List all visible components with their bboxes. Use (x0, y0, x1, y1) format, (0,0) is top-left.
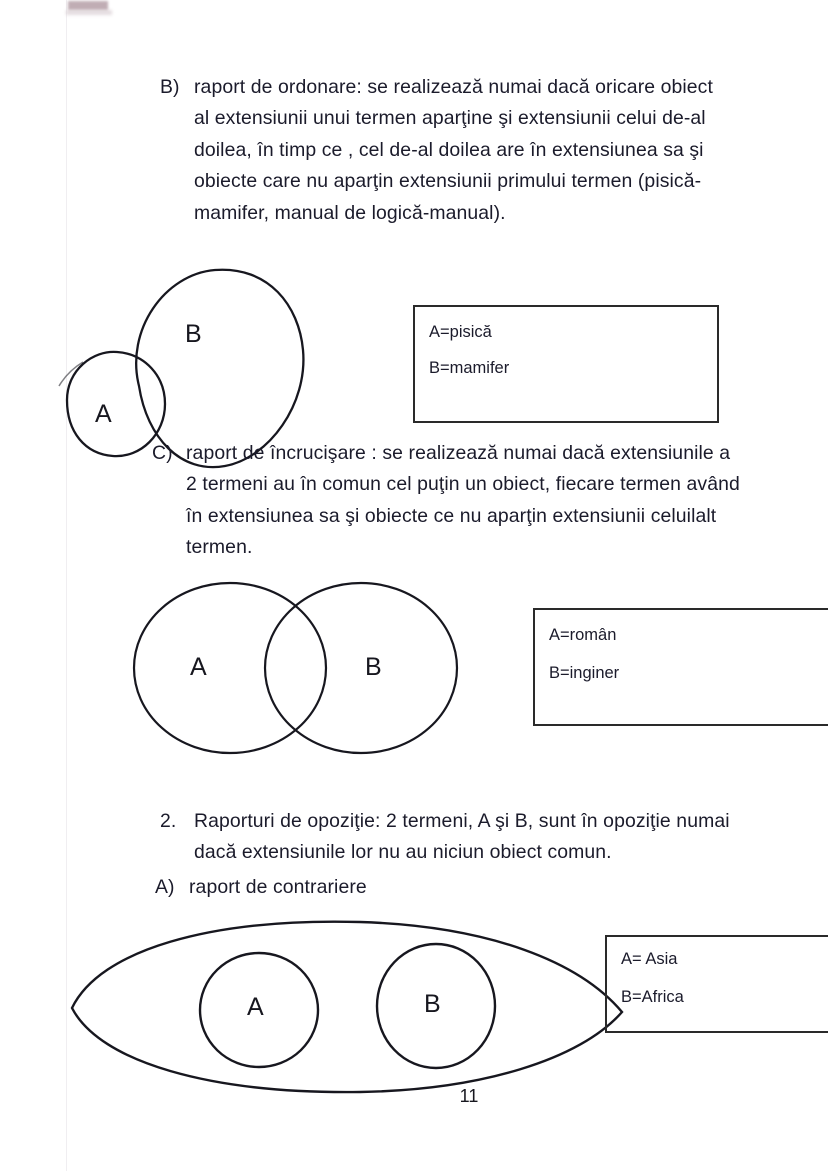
contrariety-label-b: B (424, 990, 441, 1018)
contrariety-diagram (60, 920, 640, 1095)
paragraph-2a-text: raport de contrariere (189, 876, 367, 898)
paragraph-b-text: raport de ordonare: se realizează numai dacă oricare obiect al extensiunii unui termen aparţine şi extensiunii celui de-al doilea, în timp ce , cel de-al doilea are în extensiunea sa şi obiecte care nu aparţin extensiunii primului termen (pisică-mamifer, manual de logică-manual). (194, 76, 713, 224)
subordination-label-b: B (185, 320, 202, 348)
crossing-diagram (125, 580, 475, 765)
circle-b-outline (377, 944, 495, 1068)
scan-artifact-smudge (68, 1, 108, 10)
crossing-label-a: A (190, 653, 207, 681)
scan-artifact-smudge-secondary (66, 10, 112, 15)
paragraph-2-marker: 2. (160, 810, 177, 832)
crossing-label-b: B (365, 653, 382, 681)
legend-box-contrariety (605, 935, 828, 1033)
circle-a-outline (67, 352, 165, 456)
paragraph-2a-marker: A) (155, 876, 175, 898)
legend-1-line-a: A=pisică (429, 323, 492, 341)
paragraph-c (152, 438, 742, 564)
paragraph-b-marker: B) (160, 76, 180, 98)
legend-box-crossing (533, 608, 828, 726)
paragraph-c-marker: C) (152, 442, 173, 464)
circle-a-outline (134, 583, 326, 753)
circle-b-outline (265, 583, 457, 753)
universe-ellipse-outline (72, 922, 622, 1092)
contrariety-label-a: A (247, 993, 264, 1021)
legend-2-line-a: A=român (549, 626, 617, 644)
page-number: 11 (459, 1086, 479, 1106)
paragraph-2a (155, 872, 575, 903)
pen-stroke-tail (59, 362, 83, 386)
paragraph-2 (160, 806, 760, 869)
circle-a-outline (200, 953, 318, 1067)
paragraph-2-text: Raporturi de opoziţie: 2 termeni, A şi B, sunt în opoziţie numai dacă extensiunile lor nu au niciun obiect comun. (194, 810, 730, 864)
paragraph-b (160, 72, 730, 229)
legend-2-line-b: B=inginer (549, 664, 620, 682)
page-edge-line (66, 0, 67, 1171)
legend-3-line-b: B=Africa (621, 988, 684, 1006)
subordination-label-a: A (95, 400, 112, 428)
paragraph-c-text: raport de încrucişare : se realizează numai dacă extensiunile a 2 termeni au în comun cel puţin un obiect, fiecare termen având în extensiunea sa şi obiecte ce nu aparţin extensiunii celuilalt termen. (186, 442, 740, 559)
legend-1-line-b: B=mamifer (429, 359, 510, 377)
legend-box-subordination (413, 305, 719, 423)
legend-3-line-a: A= Asia (621, 950, 678, 968)
